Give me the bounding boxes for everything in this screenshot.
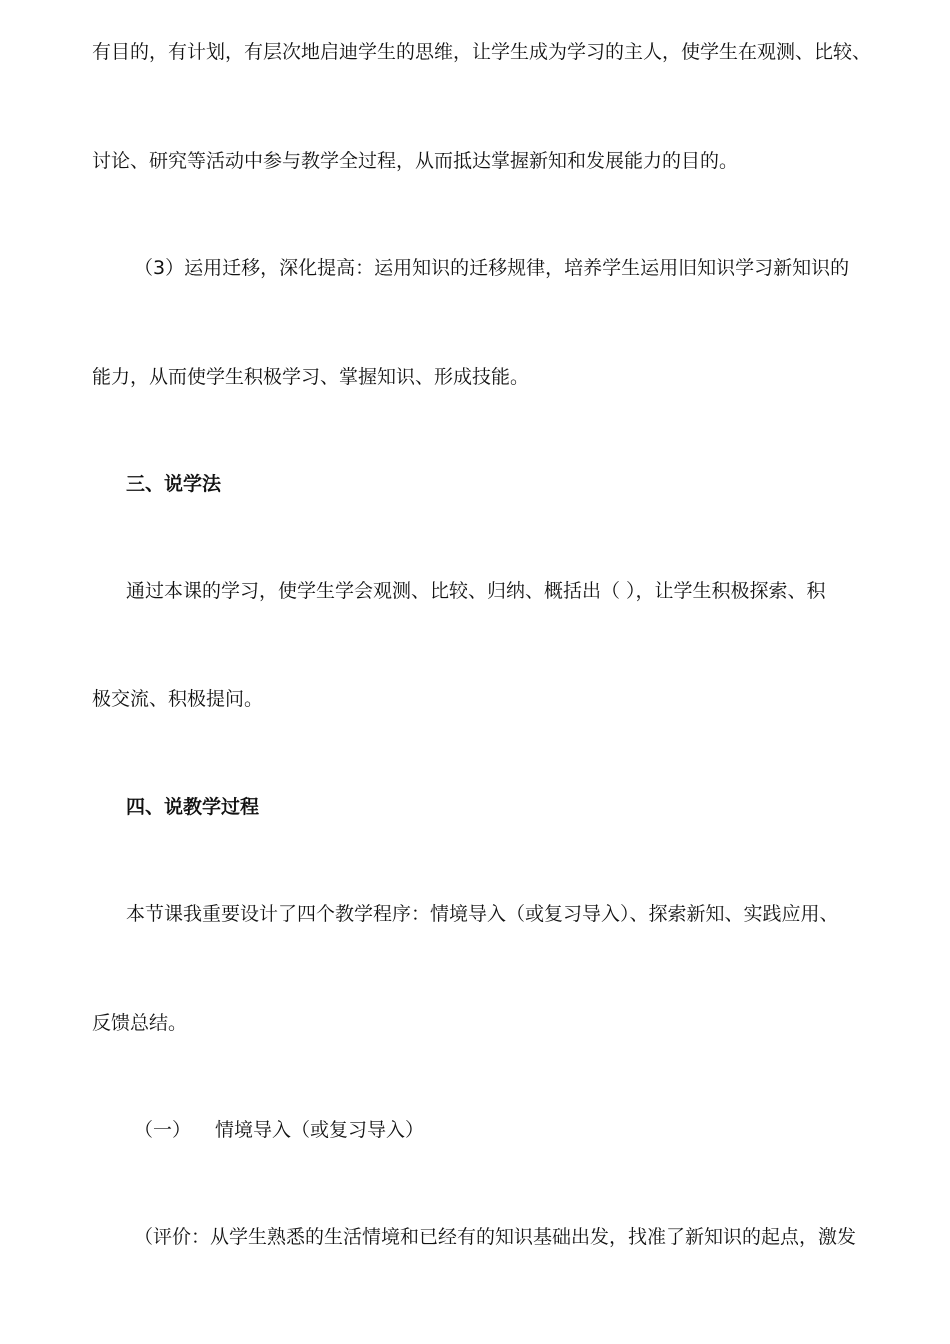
paragraph-line-2: 讨论、研究等活动中参与教学全过程，从而抵达掌握新知和发展能力的目的。 bbox=[92, 150, 739, 172]
paragraph-line-1: 有目的，有计划，有层次地启迪学生的思维，让学生成为学习的主人，使学生在观测、比较、 bbox=[92, 41, 872, 63]
paragraph-line-8: 反馈总结。 bbox=[92, 1012, 188, 1034]
subsection-number: （一） bbox=[134, 1119, 192, 1141]
paragraph-line-3: （3）运用迁移，深化提高：运用知识的迁移规律，培养学生运用旧知识学习新知识的 bbox=[134, 257, 850, 279]
paragraph-line-5: 通过本课的学习，使学生学会观测、比较、归纳、概括出（ ），让学生积极探索、积 bbox=[126, 580, 826, 602]
paragraph-line-9: （评价：从学生熟悉的生活情境和已经有的知识基础出发，找准了新知识的起点，激发 bbox=[134, 1226, 857, 1248]
section-heading-teaching-process: 四、说教学过程 bbox=[126, 796, 260, 818]
paragraph-line-4: 能力，从而使学生积极学习、掌握知识、形成技能。 bbox=[92, 366, 530, 388]
paragraph-line-6: 极交流、积极提问。 bbox=[92, 688, 264, 710]
section-heading-study-method: 三、说学法 bbox=[126, 473, 222, 495]
subsection-heading-1 bbox=[134, 1118, 874, 1142]
subsection-title: 情境导入（或复习导入） bbox=[215, 1119, 425, 1141]
paragraph-line-7: 本节课我重要设计了四个教学程序：情境导入（或复习导入）、探索新知、实践应用、 bbox=[126, 903, 839, 925]
